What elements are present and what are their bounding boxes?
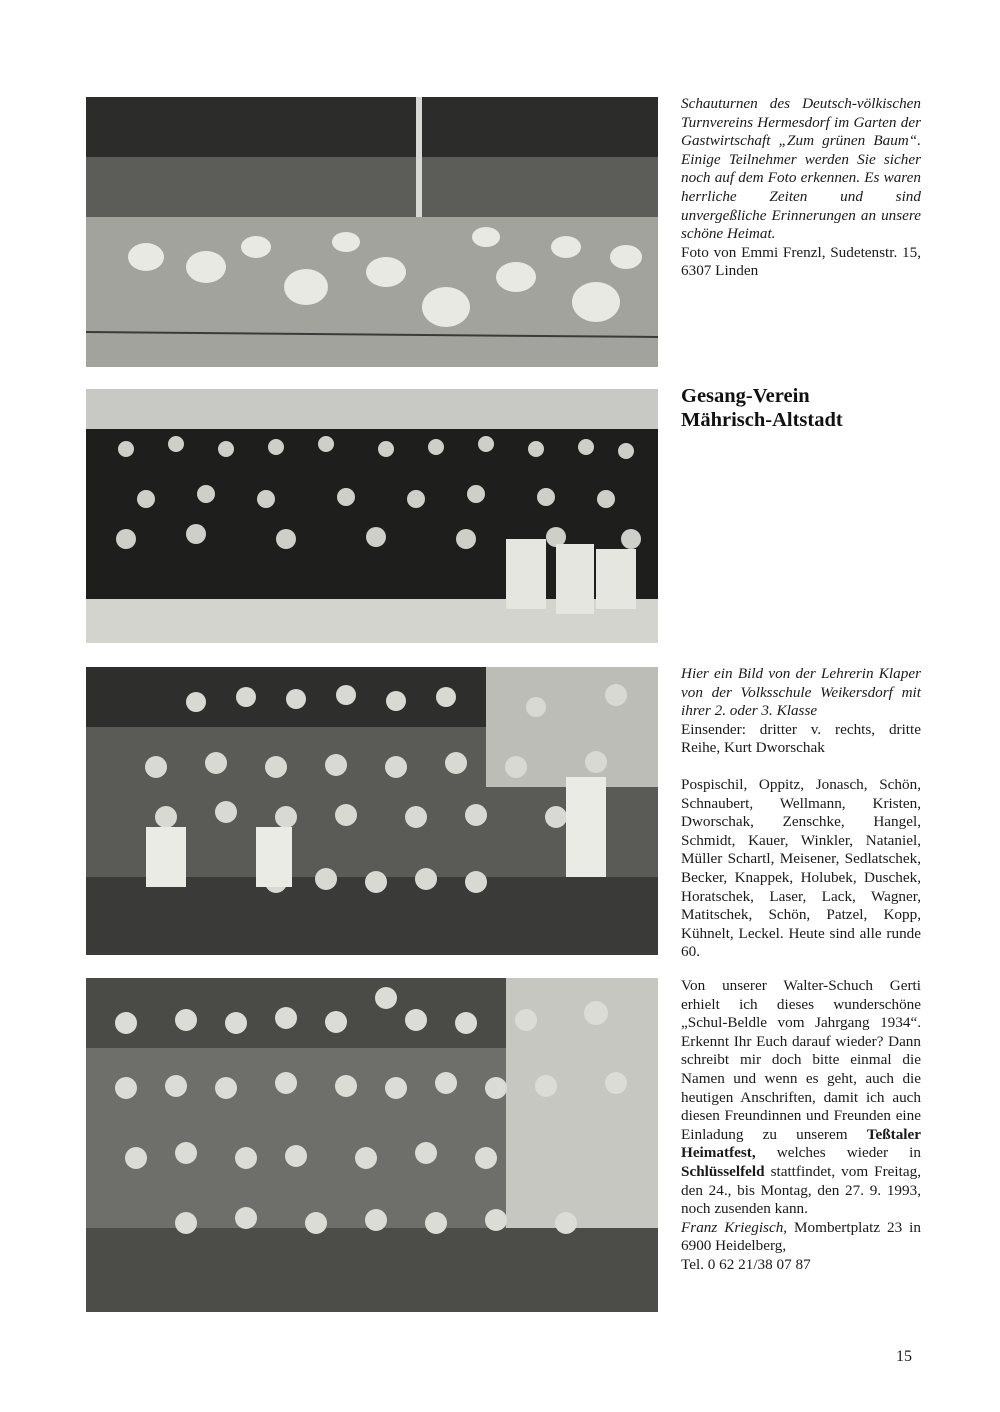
gymnastics-photo-image: [86, 97, 658, 367]
choir-heading-line2: Mährisch-Altstadt: [681, 409, 843, 431]
caption-gymnastics-credit: Foto von Emmi Frenzl, Sudetenstr. 15, 6307 Linden: [681, 243, 921, 280]
caption-class-1934-author: Franz Kriegisch,: [681, 1218, 788, 1236]
choir-heading-line1: Gesang-Verein: [681, 385, 810, 407]
choir-heading: [681, 384, 941, 432]
class-photo-klaper: [86, 667, 658, 955]
caption-class-1934: [681, 977, 921, 1275]
caption-gymnastics: [681, 95, 921, 281]
caption-class-1934-body: [681, 977, 921, 1219]
choir-photo-image: [86, 389, 658, 643]
caption-class-1934-part2: welches wieder in: [776, 1144, 921, 1162]
caption-class-klaper-sender: Einsender: dritter v. rechts, dritte Reihe, Kurt Dworschak: [681, 720, 921, 757]
class-photo-1934: [86, 978, 658, 1312]
caption-class-1934-event: Teßtaler Heimatfest,: [681, 1125, 921, 1162]
gymnastics-photo: [86, 97, 658, 367]
caption-class-1934-location: Schlüsselfeld: [681, 1162, 765, 1180]
caption-class-1934-address: Mombertplatz 23 in 6900 Heidelberg,: [681, 1218, 921, 1255]
caption-class-klaper-names: Pospischil, Oppitz, Jonasch, Schön, Schnaubert, Wellmann, Kristen, Dworschak, Zenschke, Hangel, Schmidt, Kauer, Winkler, Nataniel, Müller Schartl, Meisener, Sedlatschek, Becker, Knappek, Holubek, Duschek, Horatschek, Laser, Lack, Wagner, Matitschek, Schön, Patzel, Kopp, Kühnelt, Leckel. Heute sind alle runde 60.: [681, 775, 921, 961]
caption-class-1934-part3: stattfindet, vom Freitag, den 24., bis Montag, den 27. 9. 1993, noch zusenden kann.: [681, 1162, 921, 1218]
choir-photo: [86, 389, 658, 643]
caption-class-klaper: [681, 665, 921, 962]
page-number: 15: [896, 1348, 912, 1365]
caption-class-klaper-text: Hier ein Bild von der Lehrerin Klaper von der Volksschule Weikersdorf mit ihrer 2. oder 3. Klasse: [681, 665, 921, 720]
class-photo-1934-image: [86, 978, 658, 1312]
caption-class-1934-phone: Tel. 0 62 21/38 07 87: [681, 1255, 811, 1273]
class-photo-klaper-image: [86, 667, 658, 955]
caption-class-1934-signature: [681, 1219, 921, 1256]
caption-gymnastics-text: Schauturnen des Deutsch-völkischen Turnvereins Hermesdorf im Garten der Gastwirtschaft „Zum grünen Baum“. Einige Teilnehmer werden Sie sicher noch auf dem Foto erkennen. Es waren herrliche Zeiten und sind unvergeßliche Erinnerungen an unsere schöne Heimat.: [681, 95, 921, 243]
caption-class-1934-part1: Von unserer Walter-Schuch Gerti erhielt ich dieses wunderschöne „Schul-Beldle vom Jahrgang 1934“. Erkennt Ihr Euch darauf wieder? Dann schreibt mir doch bitte einmal die Namen und wenn es geht, auch die heutigen Anschriften, damit ich auch diesen Freundinnen und Freunden eine Einladung zu unserem: [681, 977, 921, 1143]
